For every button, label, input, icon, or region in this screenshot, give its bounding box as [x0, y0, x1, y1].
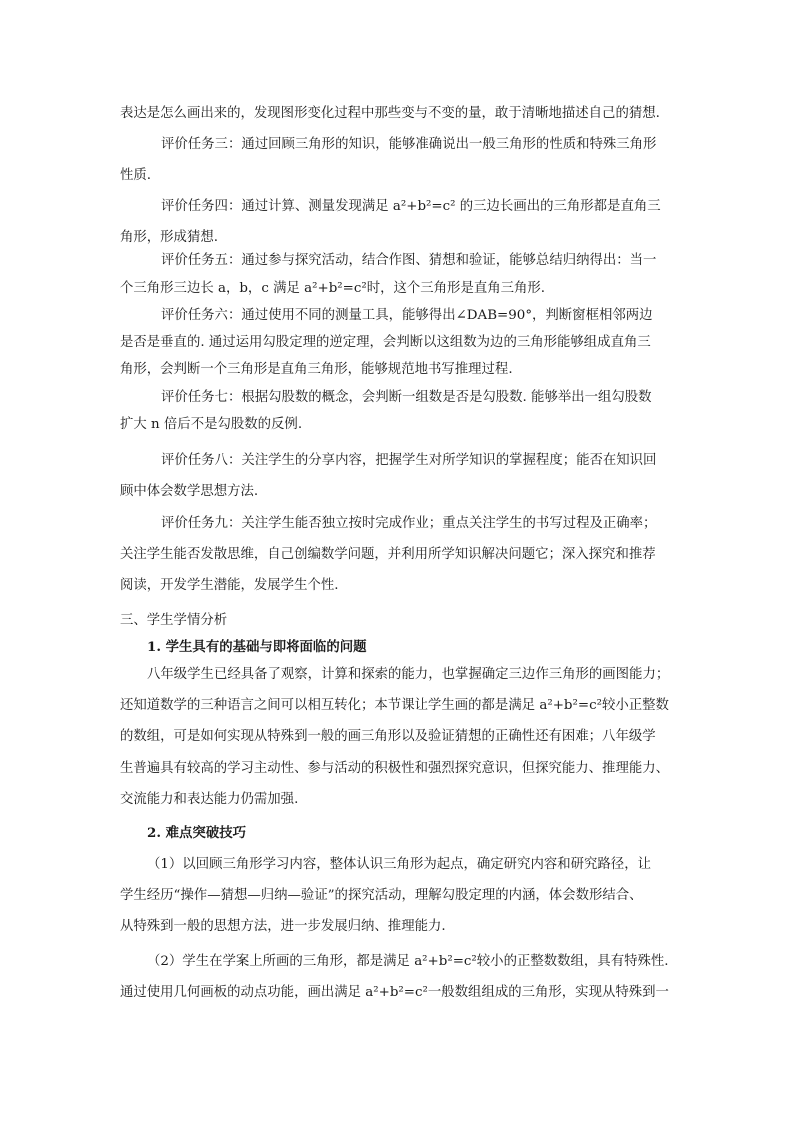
paragraph-line: 学生经历“操作—猜想—归纳—验证”的探究活动，理解勾股定理的内涵，体会数形结合、 — [120, 888, 643, 903]
paragraph-line: 表达是怎么画出来的，发现图形变化过程中那些变与不变的量，敢于清晰地描述自己的猜想. — [120, 106, 660, 121]
paragraph-line: 从特殊到一般的思想方法，进一步发展归纳、推理能力. — [120, 919, 446, 934]
paragraph-line: 评价任务八：关注学生的分享内容，把握学生对所学知识的掌握程度；能否在知识回 — [161, 453, 657, 468]
paragraph-line: 交流能力和表达能力仍需加强. — [120, 792, 299, 807]
paragraph-line: 评价任务九：关注学生能否独立按时完成作业；重点关注学生的书写过程及正确率； — [161, 516, 657, 531]
paragraph-line: 关注学生能否发散思维，自己创编数学问题，并利用所学知识解决问题它；深入探究和推荐 — [120, 547, 656, 562]
paragraph-line: 评价任务七：根据勾股数的概念，会判断一组数是否是勾股数. 能够举出一组勾股数 — [161, 390, 652, 405]
section-heading: 三、学生学情分析 — [120, 613, 228, 628]
paragraph-line: 是否是垂直的. 通过运用勾股定理的逆定理，会判断以这组数为边的三角形能够组成直角三 — [120, 335, 651, 350]
subsection-heading: 1. 学生具有的基础与即将面临的问题 — [147, 639, 367, 655]
paragraph-line: 个三角形三边长 a，b，c 满足 a²+b²=c²时，这个三角形是直角三角形. — [120, 281, 546, 296]
paragraph-line: （2）学生在学案上所画的三角形，都是满足 a²+b²=c²较小的正整数数组，具有特殊性. — [147, 954, 669, 969]
paragraph-line: （1）以回顾三角形学习内容，整体认识三角形为起点，确定研究内容和研究路径，让 — [147, 857, 651, 872]
paragraph-line: 性质. — [120, 168, 152, 183]
paragraph-line: 评价任务三：通过回顾三角形的知识，能够准确说出一般三角形的性质和特殊三角形 — [161, 137, 657, 152]
paragraph-line: 角形，会判断一个三角形是直角三角形，能够规范地书写推理过程. — [120, 362, 513, 377]
paragraph-line: 八年级学生已经具备了观察，计算和探索的能力，也掌握确定三边作三角形的画图能力； — [147, 667, 670, 682]
paragraph-line: 的数组，可是如何实现从特殊到一般的画三角形以及验证猜想的正确性还有困难；八年级学 — [120, 729, 656, 744]
paragraph-line: 阅读，开发学生潜能，发展学生个性. — [120, 578, 339, 593]
paragraph-line: 评价任务六：通过使用不同的测量工具，能够得出∠DAB=90°，判断窗框相邻两边 — [161, 308, 653, 323]
paragraph-line: 还知道数学的三种语言之间可以相互转化；本节课让学生画的都是满足 a²+b²=c²较小正整数 — [120, 698, 669, 713]
paragraph-line: 评价任务五：通过参与探究活动，结合作图、猜想和验证，能够总结归纳得出：当一 — [161, 253, 657, 268]
paragraph-line: 顾中体会数学思想方法. — [120, 484, 259, 499]
paragraph-line: 评价任务四：通过计算、测量发现满足 a²+b²=c² 的三边长画出的三角形都是直角三 — [161, 199, 661, 214]
subsection-heading: 2. 难点突破技巧 — [147, 825, 246, 841]
paragraph-line: 扩大 n 倍后不是勾股数的反例. — [120, 417, 303, 432]
paragraph-line: 生普遍具有较高的学习主动性、参与活动的积极性和强烈探究意识，但探究能力、推理能力、 — [120, 761, 670, 776]
paragraph-line: 角形，形成猜想. — [120, 230, 218, 245]
paragraph-line: 通过使用几何画板的动点功能，画出满足 a²+b²=c²一般数组组成的三角形，实现从特殊到一 — [120, 985, 669, 1000]
